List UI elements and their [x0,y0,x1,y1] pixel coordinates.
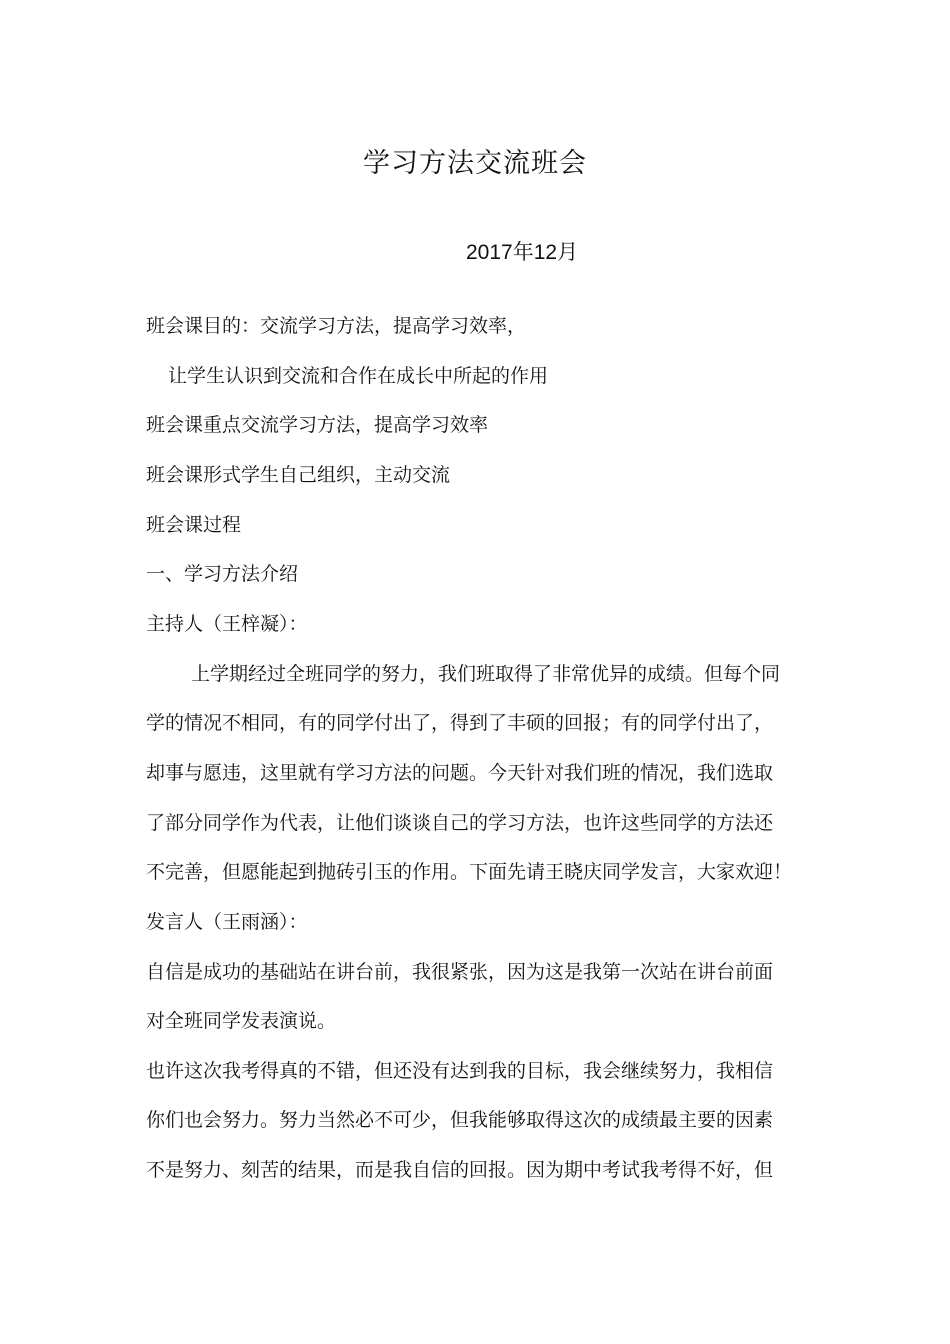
focus-line: 班会课重点交流学习方法，提高学习效率 [146,414,489,436]
purpose-line: 班会课目的：交流学习方法，提高学习效率， [146,315,527,337]
host-label: 主持人（王梓凝）： [146,613,308,635]
purpose-continuation: 让学生认识到交流和合作在成长中所起的作用 [168,365,549,387]
paragraph-line: 你们也会努力。努力当然必不可少，但我能够取得这次的成绩最主要的因素 [146,1109,774,1131]
document-date: 2017年12月 [466,241,579,264]
paragraph-line: 不是努力、刻苦的结果，而是我自信的回报。因为期中考试我考得不好，但 [146,1159,774,1181]
paragraph-line: 也许这次我考得真的不错，但还没有达到我的目标，我会继续努力，我相信 [146,1060,774,1082]
section-heading: 一、学习方法介绍 [146,563,299,585]
paragraph-line: 自信是成功的基础站在讲台前，我很紧张，因为这是我第一次站在讲台前面 [146,961,774,983]
process-heading: 班会课过程 [146,514,242,536]
paragraph-line: 却事与愿违，这里就有学习方法的问题。今天针对我们班的情况，我们选取 [146,762,774,784]
paragraph-line: 对全班同学发表演说。 [146,1010,337,1032]
paragraph-line: 学的情况不相同，有的同学付出了，得到了丰硕的回报；有的同学付出了， [146,712,774,734]
speaker-label: 发言人（王雨涵）： [146,911,308,933]
paragraph-line: 上学期经过全班同学的努力，我们班取得了非常优异的成绩。但每个同 [191,663,781,685]
document-title: 学习方法交流班会 [363,148,587,179]
paragraph-line: 不完善，但愿能起到抛砖引玉的作用。下面先请王晓庆同学发言，大家欢迎！ [146,861,793,883]
paragraph-line: 了部分同学作为代表，让他们谈谈自己的学习方法，也许这些同学的方法还 [146,812,774,834]
format-line: 班会课形式学生自己组织，主动交流 [146,464,451,486]
